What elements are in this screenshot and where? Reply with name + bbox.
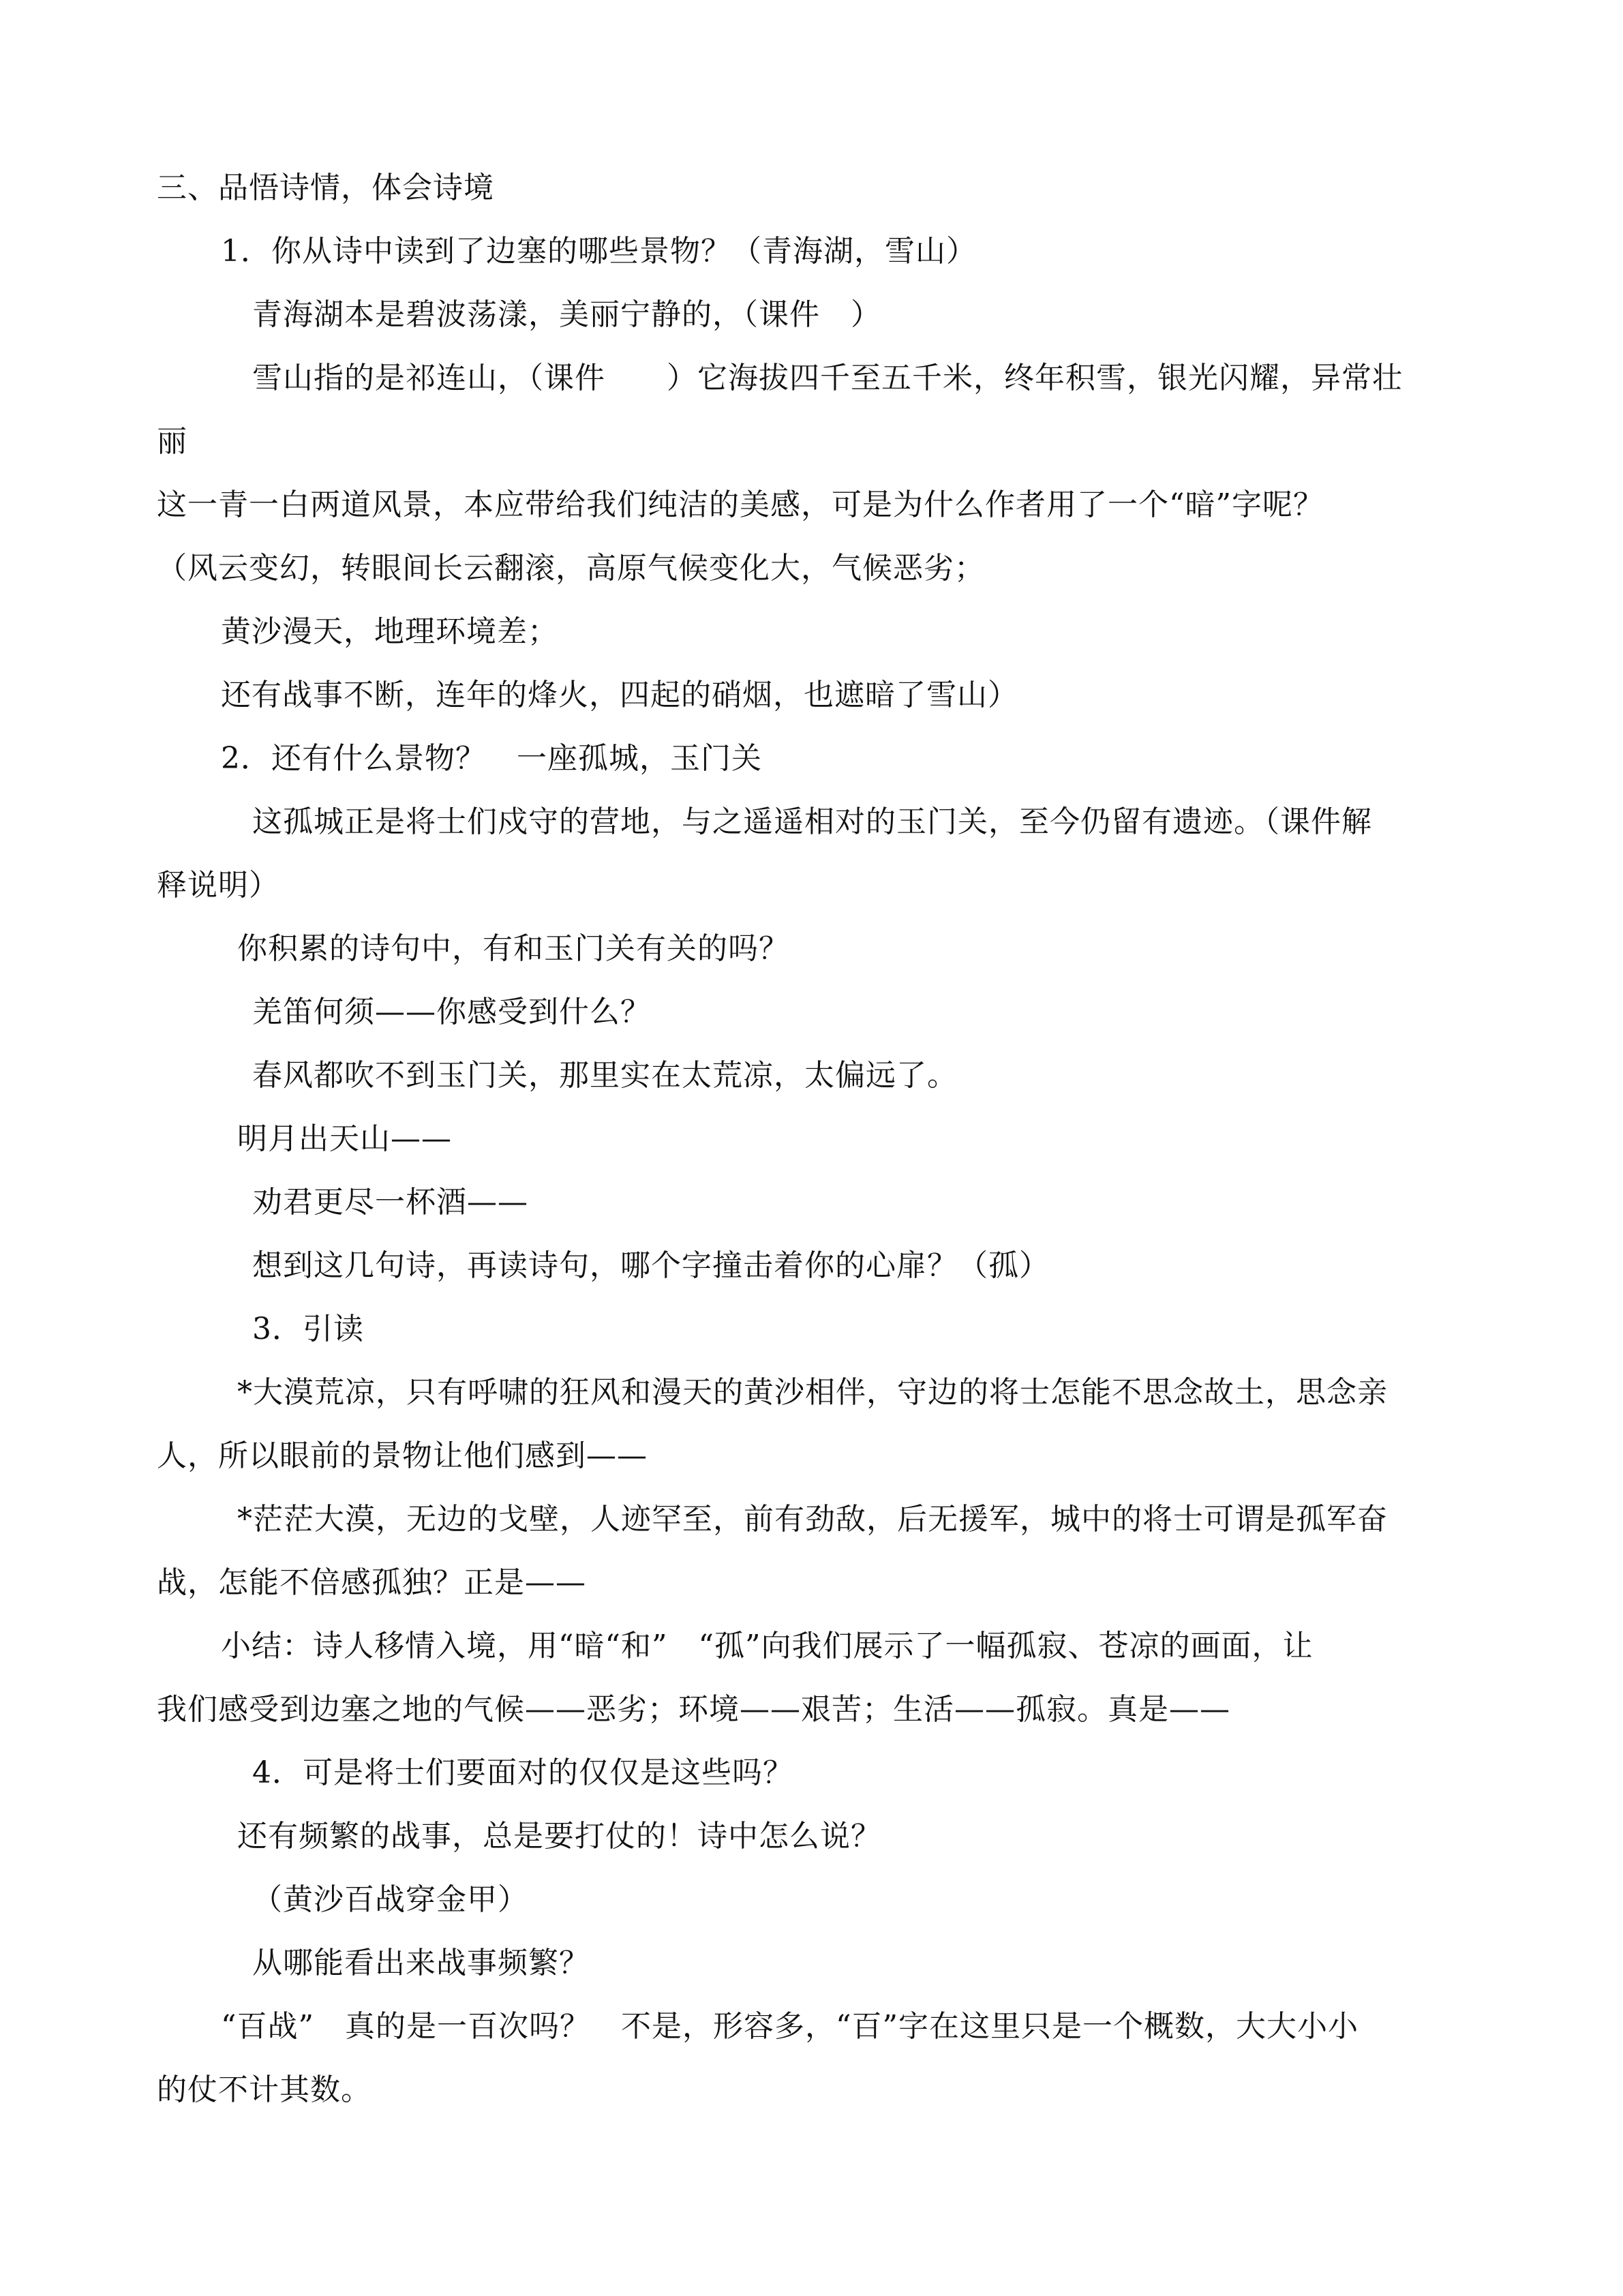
text-lonely-city: 这孤城正是将士们戍守的营地，与之遥遥相对的玉门关，至今仍留有遗迹。（课件解 [252,804,1372,839]
text-frequent-war: 还有频繁的战事，总是要打仗的！诗中怎么说？ [237,1819,881,1854]
text-dark-question: 这一青一白两道风景，本应带给我们纯洁的美感，可是为什么作者用了一个“暗”字呢？ [157,487,1324,522]
question-4: 4．可是将士们要面对的仅仅是这些吗？ [252,1755,793,1790]
text-summary-cont: 我们感受到边塞之地的气候——恶劣；环境——艰苦；生活——孤寂。真是—— [157,1692,1230,1727]
question-3: 3．引读 [252,1312,364,1346]
text-which-word: 想到这几句诗，再读诗句，哪个字撞击着你的心扉？（孤） [252,1248,1050,1283]
text-vast-desert-cont: 战，怎能不倍感孤独？正是—— [157,1565,586,1600]
text-answer-weather: （风云变幻，转眼间长云翻滚，高原气候变化大，气候恶劣； [157,551,985,586]
text-lonely-city-cont: 释说明） [157,868,279,903]
text-qinghai-lake: 青海湖本是碧波荡漾，美丽宁静的，（课件 ） [252,297,881,332]
text-bright-moon: 明月出天山—— [237,1121,452,1156]
text-snow-mountain-cont: 丽 [157,424,187,459]
text-answer-war: 还有战事不断，连年的烽火，四起的硝烟，也遮暗了雪山） [221,678,1018,712]
text-how-frequent: 从哪能看出来战事频繁？ [252,1946,590,1980]
text-vast-desert: *茫茫大漠，无边的戈壁，人迹罕至，前有劲敌，后无援军，城中的将士可谓是孤军奋 [237,1502,1388,1537]
text-hundred-battles: “百战” 真的是一百次吗？ 不是，形容多，“百”字在这里只是一个概数，大大小小 [221,2009,1359,2044]
text-hundred-battles-cont: 的仗不计其数。 [157,2072,371,2107]
section-heading: 三、品悟诗情，体会诗境 [157,170,494,205]
text-summary: 小结：诗人移情入境，用“暗“和” “孤”向我们展示了一幅孤寂、苍凉的画面，让 [221,1629,1314,1663]
text-desert-desolate: *大漠荒凉，只有呼啸的狂风和漫天的黄沙相伴，守边的将士怎能不思念故土，思念亲 [237,1375,1388,1410]
question-2: 2．还有什么景物？ 一座孤城，玉门关 [221,741,762,776]
text-snow-mountain: 雪山指的是祁连山，（课件 ）它海拔四千至五千米，终年积雪，银光闪耀，异常壮 [252,361,1403,395]
text-spring-wind: 春风都吹不到玉门关，那里实在太荒凉，太偏远了。 [252,1058,958,1093]
text-yumen-poems: 你积累的诗句中，有和玉门关有关的吗？ [237,931,789,966]
question-1: 1．你从诗中读到了边塞的哪些景物？（青海湖，雪山） [221,234,977,269]
text-more-wine: 劝君更尽一杯酒—— [252,1185,528,1220]
text-yellow-sand-hundred-battles: （黄沙百战穿金甲） [252,1882,528,1917]
text-desert-desolate-cont: 人，所以眼前的景物让他们感到—— [157,1438,648,1473]
text-qiangdi: 羌笛何须——你感受到什么？ [252,995,651,1029]
text-answer-sand: 黄沙漫天，地理环境差； [221,614,558,649]
